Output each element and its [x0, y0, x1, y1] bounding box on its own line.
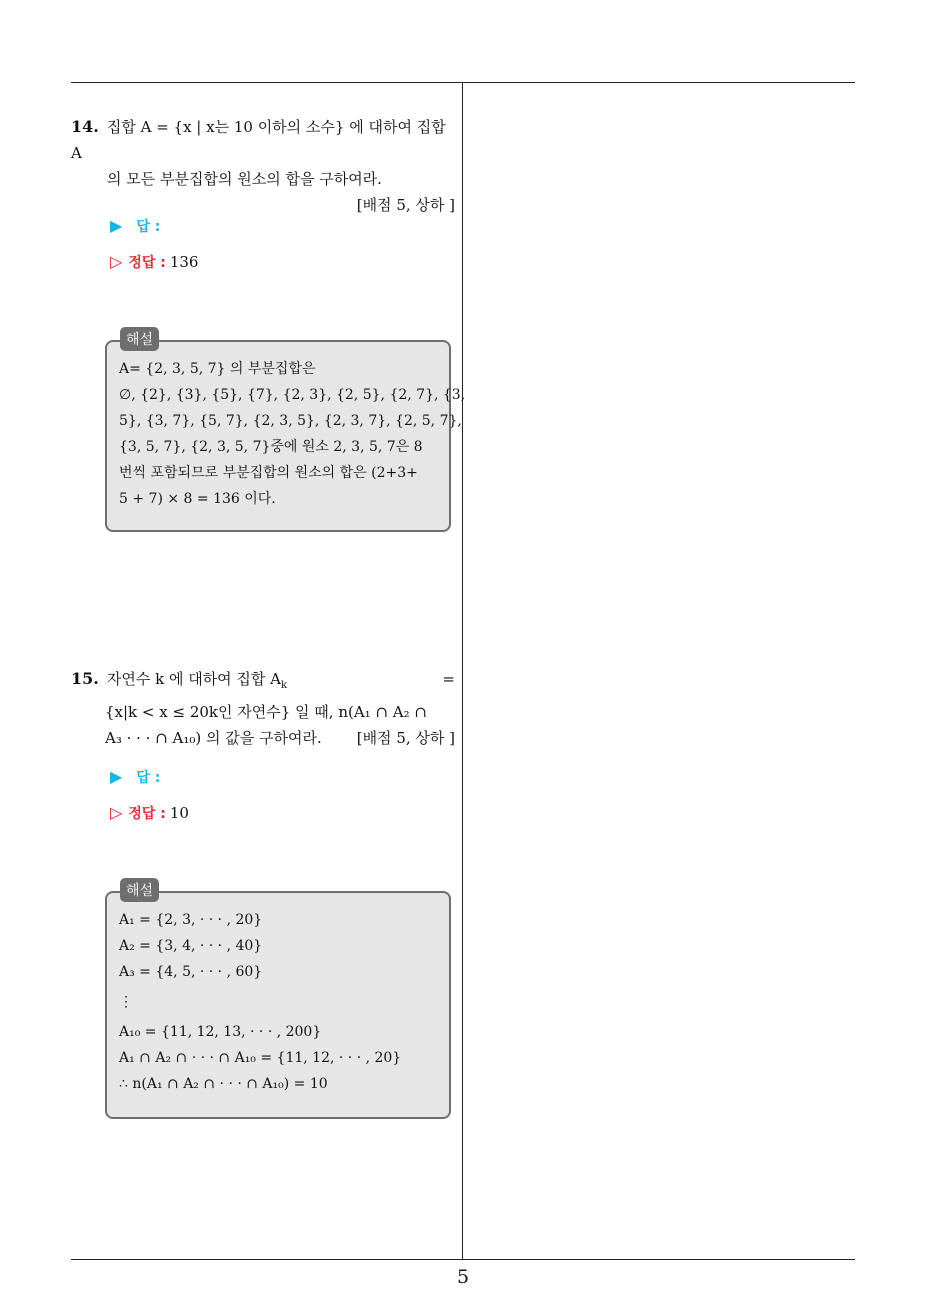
bottom-rule [71, 1259, 855, 1260]
problem-14-text-2: 의 모든 부분집합의 원소의 합을 구하여라. [107, 170, 382, 188]
answer-arrow-icon: ▶ [110, 767, 123, 786]
solution-line: {3, 5, 7}, {2, 3, 5, 7}중에 원소 2, 3, 5, 7은 8 [119, 439, 423, 455]
problem-14-answer-row [110, 216, 160, 236]
solution-line: A₁₀ = {11, 12, 13, · · · , 200} [119, 1024, 322, 1040]
problem-14 [71, 114, 455, 218]
problem-15-line-3 [71, 725, 455, 751]
solution-line: 5}, {3, 7}, {5, 7}, {2, 3, 5}, {2, 3, 7}, {2, 5, 7}, [119, 413, 462, 429]
solution-line: A₂ = {3, 4, · · · , 40} [119, 938, 263, 954]
page-number: 5 [456, 1266, 470, 1288]
key-value: 10 [169, 804, 189, 822]
answer-arrow-icon: ▶ [110, 216, 123, 235]
problem-15-text-2: {x|k < x ≤ 20k인 자연수} 일 때, n(A₁ ∩ A₂ ∩ [105, 703, 427, 721]
key-arrow-icon: ▷ [110, 803, 123, 822]
key-arrow-icon: ▷ [110, 252, 123, 271]
problem-15-key-row [110, 803, 189, 823]
problem-15-sub: k [281, 680, 288, 691]
solution-line: ⋮ [119, 994, 133, 1010]
solution-line: A= {2, 3, 5, 7} 의 부분집합은 [119, 361, 316, 377]
problem-15-answer-row [110, 767, 160, 787]
solution-tag: 해설 [120, 327, 159, 351]
problem-14-line-1 [71, 114, 455, 166]
answer-label: 답 : [136, 219, 161, 235]
problem-14-text-1: 집합 A = {x | x는 10 이하의 소수} 에 대하여 집합 A [71, 118, 446, 162]
answer-label: 답 : [136, 770, 161, 786]
solution-box-14 [105, 340, 466, 532]
problem-15-line-1 [71, 666, 455, 699]
problem-15-text-3: A₃ · · · ∩ A₁₀) 의 값을 구하여라. [105, 729, 322, 747]
solution-line: 번씩 포함되므로 부분집합의 원소의 합은 (2+3+ [119, 465, 418, 481]
problem-15-equals: = [442, 670, 455, 688]
solution-box-15 [105, 891, 451, 1119]
problem-14-number: 14. [71, 117, 99, 136]
problem-14-key-row [110, 252, 198, 272]
key-value: 136 [169, 253, 199, 271]
problem-15-grade: [배점 5, 상하 ] [356, 729, 455, 747]
solution-tag: 해설 [120, 878, 159, 902]
solution-line: A₃ = {4, 5, · · · , 60} [119, 964, 263, 980]
problem-15-text-1: 자연수 k 에 대하여 집합 A [106, 670, 282, 688]
solution-line: A₁ = {2, 3, · · · , 20} [119, 912, 263, 928]
problem-15 [71, 666, 455, 751]
solution-line: ∅, {2}, {3}, {5}, {7}, {2, 3}, {2, 5}, {2, 7}, {3, [119, 387, 466, 403]
problem-14-grade: [배점 5, 상하 ] [356, 196, 455, 214]
key-label: 정답 : [128, 255, 166, 271]
solution-line: ∴ n(A₁ ∩ A₂ ∩ · · · ∩ A₁₀) = 10 [119, 1076, 328, 1092]
top-rule [71, 82, 855, 83]
solution-line: 5 + 7) × 8 = 136 이다. [119, 491, 276, 507]
column-divider [462, 82, 463, 1259]
solution-line: A₁ ∩ A₂ ∩ · · · ∩ A₁₀ = {11, 12, · · · , 20} [119, 1050, 402, 1066]
key-label: 정답 : [128, 806, 166, 822]
problem-15-number: 15. [71, 669, 99, 688]
